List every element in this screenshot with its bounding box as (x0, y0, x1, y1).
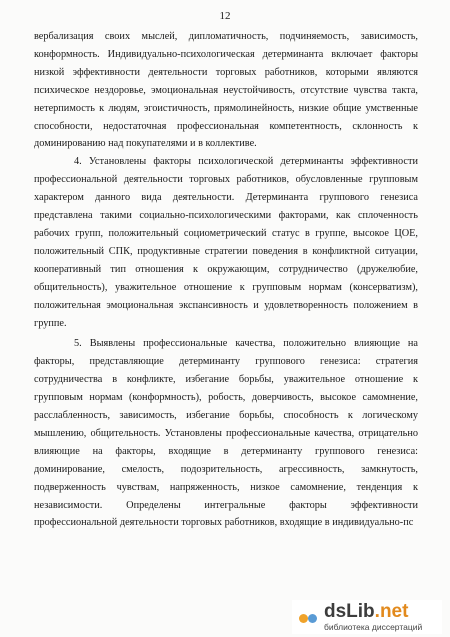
paragraph-item-4: 4. Установлены факторы психологической детерминанты эффективности профессиональной деятельности торговых работников, обусловленные групповым характером данного вида деятельности. Детерминанта группового генезиса представлена такими социально-психологическими факторами, как сплоченность рабочих групп, положительный социометрический статус в группе, высокое ЦОЕ, положительный СПК, продуктивные стратегии поведения в конфликтной ситуации, кооперативный тип отношения к окружающим, сотрудничество (дружелюбие, общительность), уважительное отношение к групповым нормам (консерватизм), положительная эмоциональная экспансивность и удовлетворенность положением в группе. (34, 156, 418, 329)
watermark-brand-tld: .net (374, 601, 409, 623)
paragraph-item-5: 5. Выявлены профессиональные качества, положительно влияющие на факторы, представляющие детерминанту группового генезиса: стратегия сотрудничества в конфликте, избегание борьбы, уважительное отношение к групповым нормам (конформность), робость, доверчивость, высокое самомнение, расслабленность, зависимость, избегание борьбы, способность к логическому мышлению, общительность. Установлены профессиональные качества, отрицательно влияющие на факторы, входящие в детерминанту группового генезиса: доминирование, смелость, подозрительность, агрессивность, замкнутость, подверженность чувствам, напряженность, низкое самомнение, тенденция к независимости. Определены интегральные факторы эффективности профессиональной деятельности торговых работников, входящие в индивидуально-пс (34, 338, 418, 529)
watermark-brand (324, 602, 422, 621)
watermark-brand-main: dsLib (324, 601, 375, 623)
dslib-logo-icon (296, 605, 320, 629)
dslib-watermark (292, 600, 442, 634)
body-text (34, 28, 418, 532)
watermark-text (324, 602, 422, 632)
paragraph-continuation: вербализация своих мыслей, дипломатичность, подчиняемость, зависимость, конформность. Индивидуально-психологическая детерминанта включает факторы низкой эффективности деятельности торговых работников, которыми являются психическое нездоровье, эмоциональная неустойчивость, отсутствие чувства такта, нетерпимость к людям, эгоистичность, прямолинейность, низкие общие умственные способности, недостаточная профессиональная компетентность, склонность к доминированию над покупателями и в коллективе. (34, 31, 418, 150)
watermark-subtitle: библиотека диссертаций (324, 622, 423, 633)
page-number: 12 (219, 10, 231, 22)
